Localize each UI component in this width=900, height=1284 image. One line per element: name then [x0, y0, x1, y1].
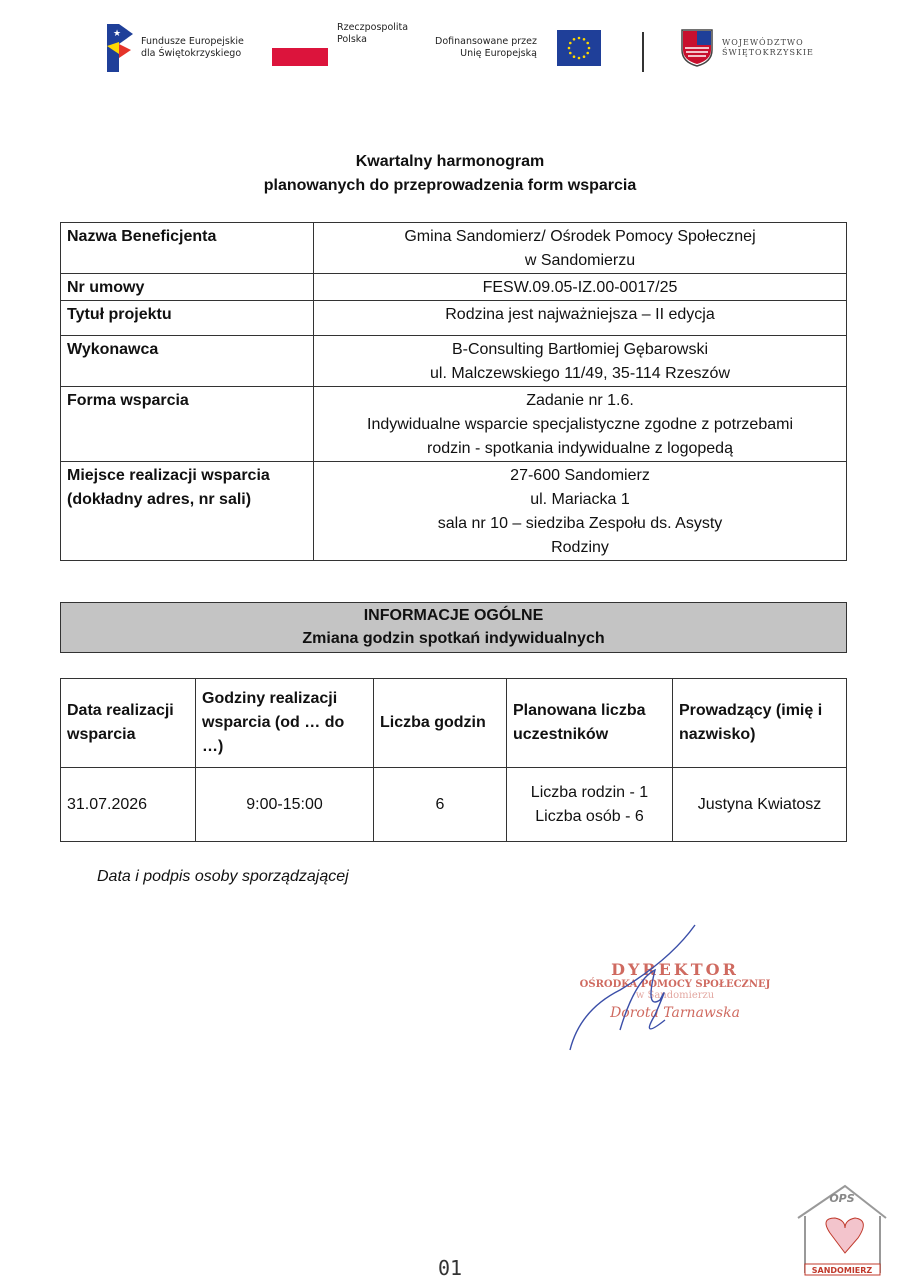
fe-logo — [107, 24, 244, 72]
woj-line-2: ŚWIĘTOKRZYSKIE — [722, 48, 814, 57]
info-value — [314, 274, 847, 301]
rp-line-2: Polska — [337, 34, 367, 45]
table-row — [61, 768, 847, 842]
coat-of-arms-icon — [680, 28, 714, 68]
signature-label: Data i podpis osoby sporządzającej — [97, 868, 349, 885]
info-row-forma — [61, 387, 847, 462]
info-value — [314, 223, 847, 274]
svg-text:★: ★ — [113, 29, 122, 39]
stamp-line-4: Dorota Tarnawska — [610, 1005, 740, 1021]
project-info-table — [60, 222, 847, 561]
general-info-banner — [60, 602, 847, 653]
pl-flag-icon — [272, 48, 328, 66]
page-number: 01 — [437, 1256, 463, 1280]
document-title — [0, 150, 900, 198]
woj-line-1: WOJEWÓDZTWO — [722, 38, 804, 47]
info-label: Miejsce realizacji wsparcia (dokładny adres, nr sali) — [61, 462, 314, 561]
participants-line: Liczba rodzin - 1 — [530, 783, 649, 801]
stamp-line-2: OŚRODKA POMOCY SPOŁECZNEJ — [579, 979, 771, 990]
info-value-line: sala nr 10 – siedziba Zespołu ds. Asysty — [437, 515, 723, 532]
column-header: Prowadzący (imię i nazwisko) — [673, 679, 847, 768]
header-logos — [0, 22, 900, 82]
cell-lead: Justyna Kwiatosz — [673, 768, 847, 842]
column-header: Liczba godzin — [374, 679, 507, 768]
info-label: Nazwa Beneficjenta — [61, 223, 314, 274]
column-header: Godziny realizacji wsparcia (od … do …) — [196, 679, 374, 768]
fe-line-1: Fundusze Europejskie — [141, 36, 244, 47]
info-value — [314, 462, 847, 561]
info-value-line: Zadanie nr 1.6. — [526, 392, 634, 409]
eu-line-2: Unię Europejską — [460, 48, 537, 59]
info-value-line: Rodziny — [551, 539, 609, 556]
eu-line-1: Dofinansowane przez — [435, 36, 537, 47]
stamp-line-3: w Sandomierzu — [635, 990, 715, 1001]
schedule-table — [60, 678, 847, 842]
info-label: Tytuł projektu — [61, 301, 314, 336]
rp-line-1: Rzeczpospolita — [337, 22, 409, 33]
cell-participants — [507, 768, 673, 842]
info-value-line: FESW.09.05-IZ.00-0017/25 — [482, 279, 678, 296]
info-value — [314, 387, 847, 462]
info-row-beneficjent — [61, 223, 847, 274]
info-value-line: ul. Malczewskiego 11/49, 35-114 Rzeszów — [430, 365, 730, 382]
fe-star-icon — [107, 24, 133, 72]
info-value-line: Indywidualne wsparcie specjalistyczne zgodne z potrzebami — [367, 416, 793, 433]
column-header: Planowana liczba uczestników — [507, 679, 673, 768]
banner-line-2: Zmiana godzin spotkań indywidualnych — [302, 630, 605, 647]
schedule-header-row — [61, 679, 847, 768]
info-row-umowa — [61, 274, 847, 301]
info-value-line: w Sandomierzu — [524, 252, 636, 269]
title-line-1: Kwartalny harmonogram — [355, 153, 545, 170]
info-value — [314, 301, 847, 336]
eu-logo — [435, 30, 601, 66]
info-row-miejsce — [61, 462, 847, 561]
info-value-line: Gmina Sandomierz/ Ośrodek Pomocy Społecznej — [404, 228, 756, 245]
banner-line-1: INFORMACJE OGÓLNE — [363, 607, 544, 624]
cell-date: 31.07.2026 — [61, 768, 196, 842]
info-value-line: B-Consulting Bartłomiej Gębarowski — [451, 341, 709, 358]
title-line-2: planowanych do przeprowadzenia form wsparcia — [263, 177, 637, 194]
info-value — [314, 336, 847, 387]
rp-logo — [272, 22, 409, 46]
ops-text: OPS — [829, 1192, 855, 1205]
info-value-line: 27-600 Sandomierz — [510, 467, 650, 484]
info-row-tytul — [61, 301, 847, 336]
cell-count: 6 — [374, 768, 507, 842]
info-value-line: rodzin - spotkania indywidualne z logopedą — [427, 440, 733, 457]
cell-hours: 9:00-15:00 — [196, 768, 374, 842]
info-value-line: Rodzina jest najważniejsza – II edycja — [445, 306, 715, 323]
column-header: Data realizacji wsparcia — [61, 679, 196, 768]
logo-separator — [642, 32, 644, 72]
info-label: Forma wsparcia — [61, 387, 314, 462]
stamp-line-1: DYREKTOR — [611, 960, 739, 979]
sandomierz-text: SANDOMIERZ — [811, 1266, 873, 1275]
fe-line-2: dla Świętokrzyskiego — [141, 48, 242, 59]
participants-line: Liczba osób - 6 — [535, 807, 644, 825]
info-value-line: ul. Mariacka 1 — [530, 491, 630, 508]
info-row-wykonawca — [61, 336, 847, 387]
info-label: Nr umowy — [61, 274, 314, 301]
handwritten-signature — [560, 920, 720, 1060]
eu-flag-icon — [557, 30, 601, 66]
info-label: Wykonawca — [61, 336, 314, 387]
woj-logo — [680, 28, 814, 68]
